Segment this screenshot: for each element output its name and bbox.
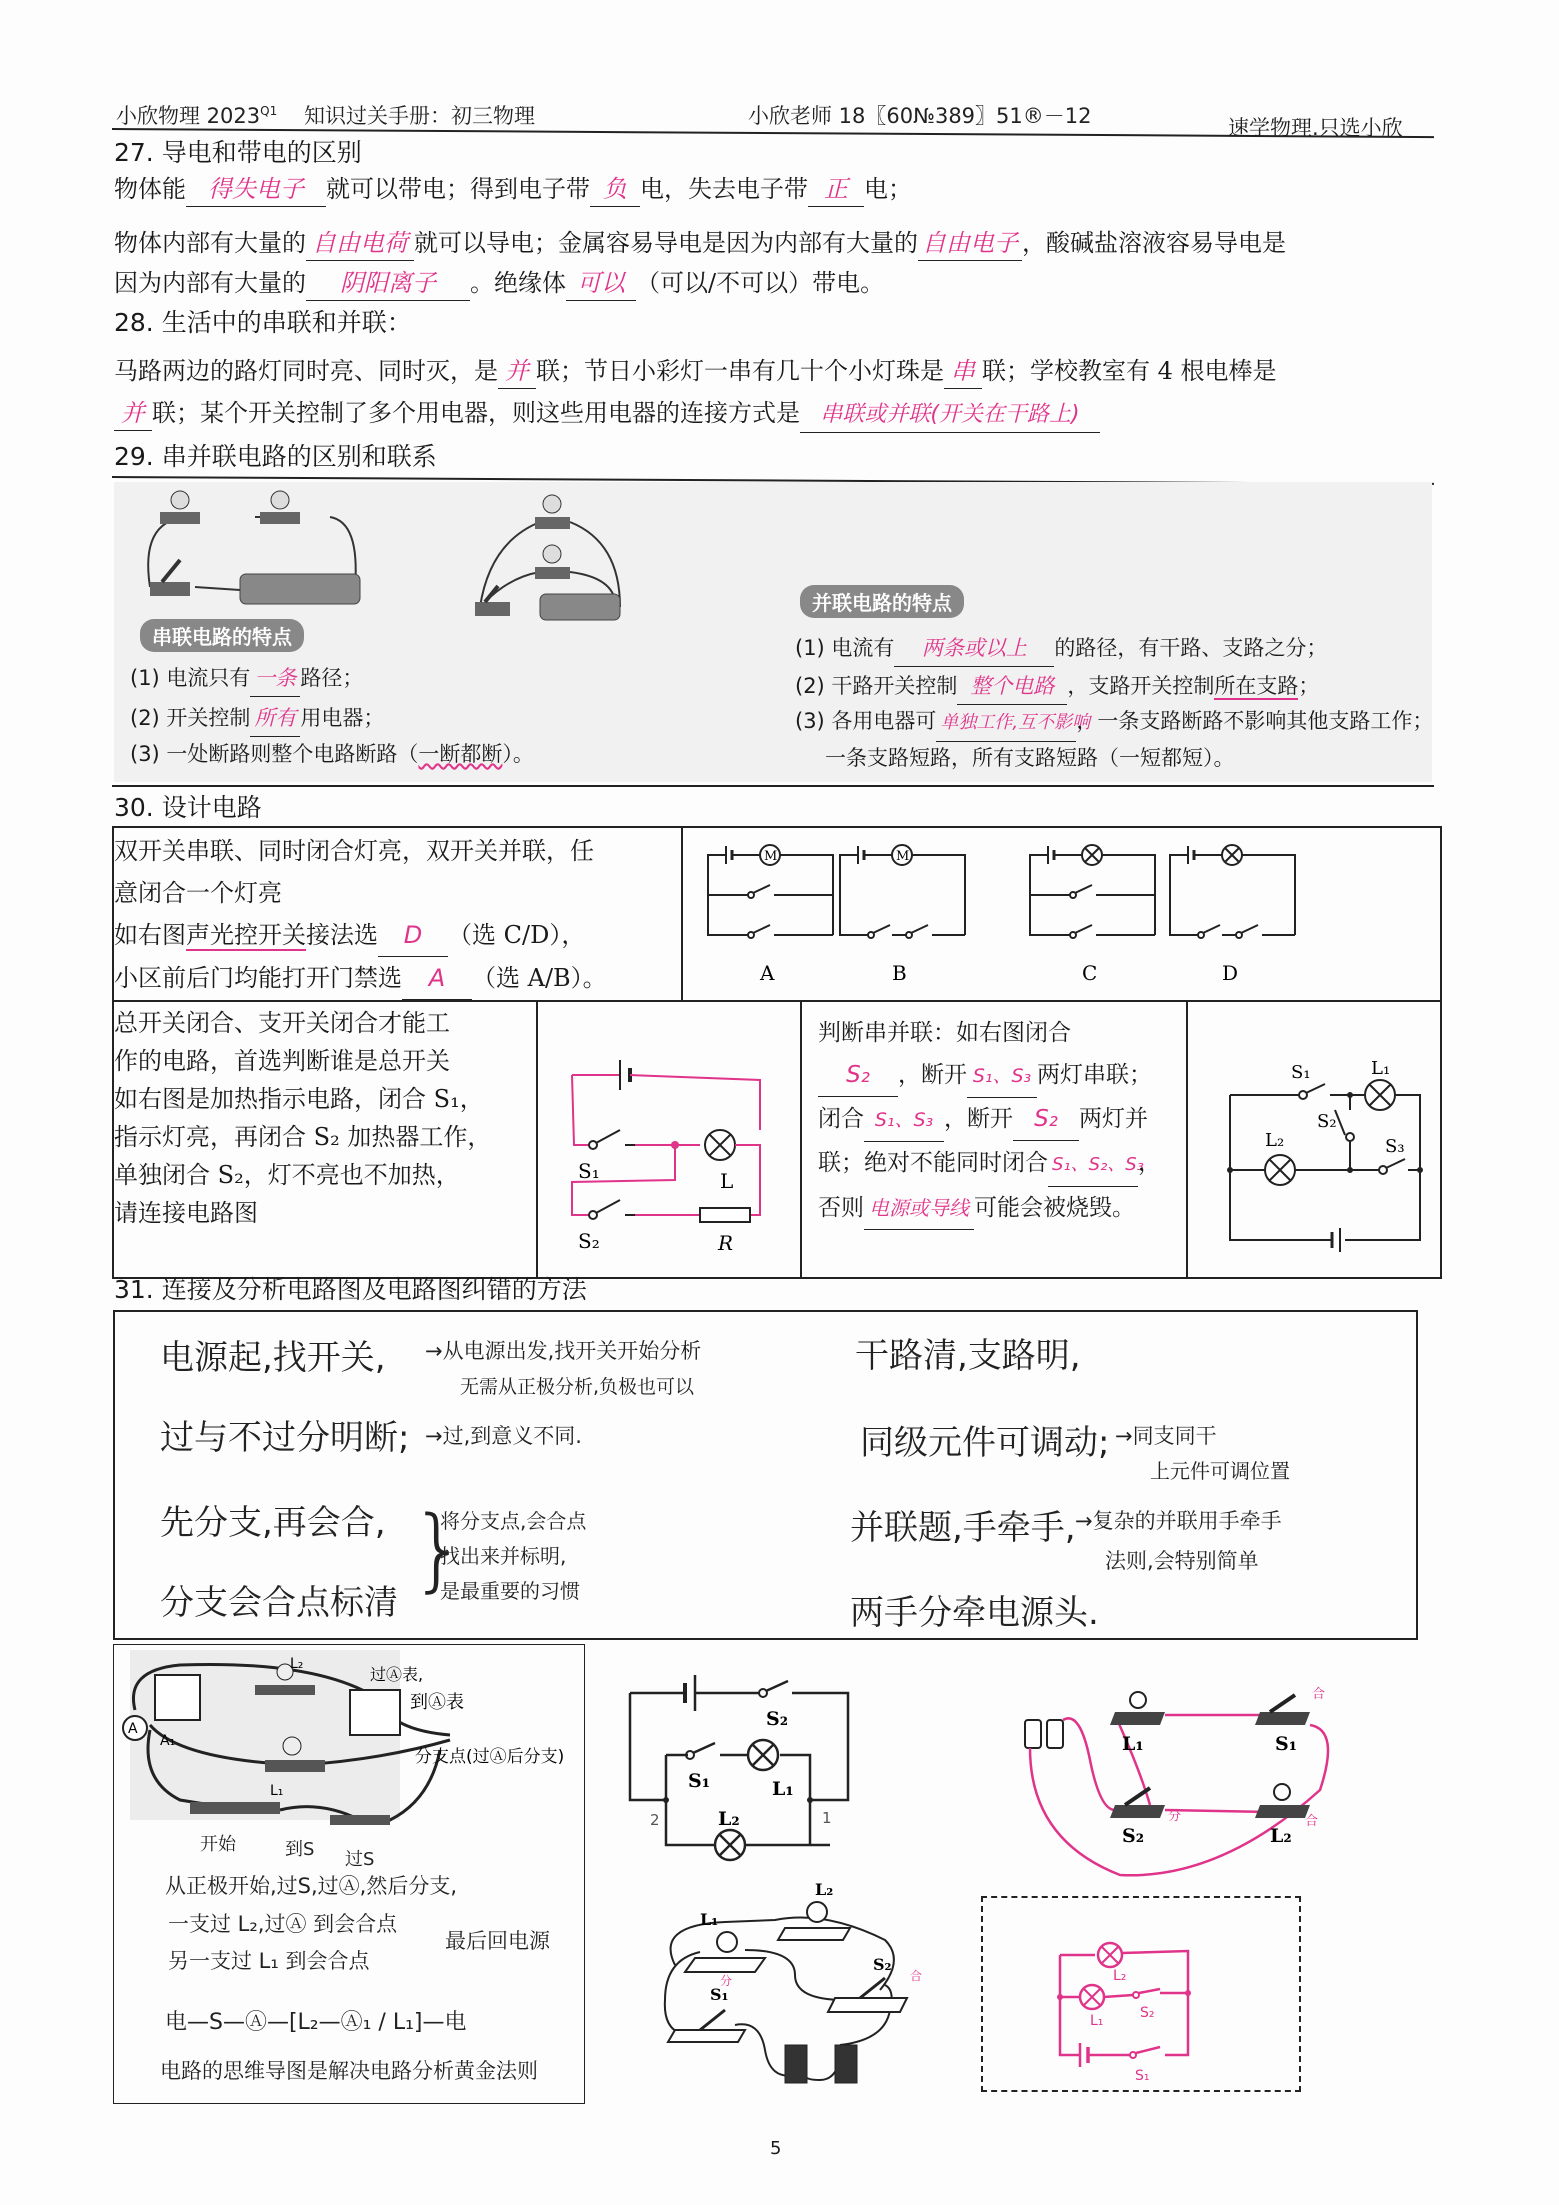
motor-label: M [764,849,778,864]
answer: 整个电路 [970,674,1055,698]
text: 物体能 [114,175,186,203]
answer: 所有 [254,706,297,730]
answer: 一条 [254,666,297,690]
text: 否则 [818,1195,864,1221]
circuit-pictorial-c [645,1880,935,2080]
mnemonic-8: 两手分牵电源头. [850,1593,1099,1633]
mnemonic-4-note2: 是最重要的习惯 [440,1579,580,1603]
circuit-diagram-d-answer [1055,1935,1235,2085]
label-s2: S₂ [1140,2005,1155,2021]
parallel-circuit-photo [470,482,670,632]
label-s1: S₁ [1135,2068,1150,2084]
wire [912,855,965,935]
s30-row2-left-line: 指示灯亮，再闭合 S₂ 加热器工作， [114,1123,492,1151]
wire [1170,855,1188,900]
emphasis: 声光控开关 [186,921,306,949]
header-right: 速学物理.只选小欣 [1228,116,1403,140]
series-features-tag: 串联电路的特点 [140,619,304,652]
s30-row2-mid [818,1012,1161,1230]
answer: 两条或以上 [921,636,1027,660]
header-brand [116,100,277,130]
sketch-golden-rule: 电路的思维导图是解决电路分析黄金法则 [160,2059,538,2083]
text: 就可以导电；金属容易导电是因为内部有大量的 [414,229,918,257]
text: （选 A/B）。 [472,964,607,992]
mnemonic-7: 并联题,手牵手, [850,1508,1076,1548]
label-s1: S₁ [1291,1062,1311,1083]
label-s1: S₁ [578,1159,600,1183]
s27-line3 [114,266,884,301]
series-circuit-photo [140,482,380,602]
series-item-2 [130,700,384,737]
s30-col-divider-1 [681,826,683,1000]
text: 就可以带电；得到电子带 [326,175,590,203]
text: ，一条支路断路不影响其他支路工作； [1076,709,1434,733]
s27-line2 [114,226,1286,261]
text: ，断开 [898,1062,967,1088]
heater-circuit [560,1050,780,1260]
text: 接法选 [306,921,378,949]
label-l2: L₂ [290,1656,304,1672]
wire [1030,895,1070,935]
option-label: A [760,961,775,985]
text: 路径； [300,666,364,690]
hw-close: 合 [910,1969,923,1983]
text: 意闭合一个灯亮 [114,879,282,907]
section-29-title: 29. 串并联电路的区别和联系 [114,442,437,471]
sketch-start: 开始 [200,1834,236,1855]
answer: 阴阳离子 [340,269,436,297]
switch-lever [873,925,890,933]
answer: 正 [824,175,848,203]
answer: 串联或并联(开关在干路上) [820,402,1080,427]
parallel-item-2 [795,668,1319,705]
text: ； [1298,674,1320,698]
mnemonic-1-note2: 无需从正极分析,负极也可以 [460,1376,695,1398]
sketch-chain: 电—S—Ⓐ—[L₂—Ⓐ₁ / L₁]—电 [165,2010,467,2035]
label-l1: L₁ [1122,1733,1144,1755]
series-item-1 [130,660,363,697]
text: ，酸碱盐溶液容易导电是 [1022,229,1286,257]
text: (3) 各用电器可 [795,709,937,733]
text: 。绝缘体 [470,269,566,297]
text: ）。 [502,742,534,766]
text: 闭合 [818,1106,864,1132]
sketch-path-3: 另一支过 L₁ 到会合点 [168,1949,370,1973]
label-s1: S₁ [1275,1733,1298,1755]
answer: 串 [951,357,975,385]
s30-col-divider-2 [536,1000,538,1279]
label-l2: L₂ [1265,1130,1285,1151]
text: (2) 开关控制 [130,706,251,730]
note-pass-ammeter: 过Ⓐ表, [370,1665,424,1684]
abcd-circuits [700,840,1420,990]
text: 电，失去电子带 [640,175,808,203]
label-l: L [720,1169,734,1193]
answer: D [403,921,423,949]
text: 联；节日小彩灯一串有几十个小灯珠是 [536,357,944,385]
label-s2: S₂ [1122,1825,1145,1847]
answer: 并 [505,357,529,385]
switch-lever [1241,925,1258,933]
s30-row2-left-line: 如右图是加热指示电路，闭合 S₁， [114,1085,484,1113]
switch-lever [1203,925,1220,933]
s30-row2-left-line: 请连接电路图 [114,1199,258,1227]
sketch-to-s: 到S [285,1839,315,1860]
s30-row2-left-line: 单独闭合 S₂，灯不亮也不加热， [114,1161,460,1189]
option-label: C [1082,961,1098,985]
header-brand-text: 小欣物理 2023 [116,104,261,128]
label-l1: L₁ [772,1778,794,1800]
switch-lever [1075,885,1092,893]
s27-line1 [114,172,912,207]
text: 如右图 [114,921,186,949]
parallel-item-3 [795,703,1433,742]
answer: A [428,964,446,992]
emphasis: 一断都断 [418,742,503,766]
label-l1: L₁ [1090,2013,1104,2029]
text: 判断串并联：如右图闭合 [818,1020,1071,1046]
circuit-diagram-a [630,1665,870,1835]
s29-bottom-rule [112,785,1434,787]
mnemonic-3-note: 将分支点,会合点 [440,1509,587,1533]
s30-row2-left [114,1004,491,1232]
sketch-past-s: 过S [345,1849,375,1870]
answer: S₁、S₂、S₃ [1052,1154,1144,1175]
switch-lever [753,885,770,893]
text: 用电器； [300,706,385,730]
s28-line1 [114,354,1277,389]
answer: 可以 [577,269,625,297]
text: ，支路开关控制 [1067,674,1215,698]
page-number: 5 [770,2138,782,2159]
answer: S₂ [1034,1106,1058,1132]
section-31-title: 31. 连接及分析电路图及电路图纠错的方法 [114,1275,587,1304]
mnemonic-2: 过与不过分明断; [160,1418,410,1458]
wire [1242,855,1295,935]
mnemonic-7-note2: 法则,会特别简单 [1105,1549,1259,1573]
mark-1: 1 [822,1809,832,1827]
text: 因为内部有大量的 [114,269,306,297]
option-label: D [1222,961,1239,985]
label-l2: L₂ [718,1808,740,1830]
circuit-pictorial-b [1020,1687,1340,1890]
header-brand-sup: Q1 [260,104,278,118]
mnemonic-7-note: →复杂的并联用手牵手 [1075,1509,1282,1533]
label-s3: S₃ [1385,1136,1405,1157]
label-l1: L₁ [1371,1058,1391,1079]
mnemonic-3: 先分支,再会合, [160,1503,386,1543]
answer: S₁、S₃ [874,1109,934,1131]
text: 联；绝对不能同时闭合 [818,1150,1048,1176]
label-l1: L₁ [270,1783,284,1799]
text: (3) 一处断路则整个电路断路（ [130,742,419,766]
text: 联；某个开关控制了多个用电器，则这些用电器的连接方式是 [152,399,800,427]
answer: 并 [121,399,145,427]
series-item-3 [130,736,534,772]
sketch-path-2: 一支过 L₂,过Ⓐ 到会合点 [168,1912,398,1936]
answer: 自由电子 [922,229,1018,257]
sketch-path-1: 从正极开始,过S,过Ⓐ,然后分支, [165,1874,458,1898]
emphasis: 所在支路 [1214,674,1299,698]
label-s2: S₂ [1317,1111,1337,1132]
parallel-item-1 [795,630,1327,667]
text: ， [1138,1150,1161,1176]
answer: 自由电荷 [312,229,408,257]
label-s2: S₂ [766,1708,789,1730]
parallel-item-4: 一条支路短路，所有支路短路（一短都短）。 [825,746,1235,770]
s30-row2-left-line: 作的电路，首选判断谁是总开关 [114,1047,450,1075]
label-a1: A₁ [160,1733,176,1749]
parallel-features-tag: 并联电路的特点 [800,585,964,618]
hw-open: 分 [720,1974,733,1988]
note-to-ammeter: 到Ⓐ表 [410,1692,464,1713]
text: 两灯串联； [1037,1062,1152,1088]
s30-row2-left-line: 总开关闭合、支开关闭合才能工 [114,1009,450,1037]
s30-col-divider-4 [1186,1000,1188,1279]
hw-close-2: 合 [1305,1814,1319,1829]
text: 马路两边的路灯同时亮、同时灭，是 [114,357,498,385]
section-27-title: 27. 导电和带电的区别 [114,138,362,167]
wire [708,895,748,935]
mnemonic-4: 分支会合点标清 [160,1583,398,1623]
s30-row1-text [114,830,607,1000]
text: 物体内部有大量的 [114,229,306,257]
label-r: R [718,1231,734,1255]
s30-row-divider [112,1000,1442,1002]
three-switch-circuit [1225,1058,1435,1260]
hw-close-1: 合 [1312,1687,1326,1702]
mnemonic-1-note: →从电源出发,找开关开始分析 [425,1339,702,1363]
label-s2: S₂ [873,1955,892,1974]
wire [840,900,868,935]
wire [840,855,858,900]
mark-2: 2 [650,1811,660,1829]
wire [1170,900,1198,935]
s30-col-divider-3 [800,1000,802,1279]
text: ，断开 [944,1106,1013,1132]
label-s1: S₁ [688,1770,711,1792]
annotated-circuit-sketch [120,1650,580,1830]
text: 双开关串联、同时闭合灯亮，双开关并联，任 [114,837,594,865]
answer: 负 [603,175,627,203]
switch-lever [753,925,770,933]
mnemonic-1: 电源起,找开关, [160,1338,386,1378]
label-l2: L₂ [1113,1968,1127,1984]
mnemonic-6-note2: 上元件可调位置 [1150,1459,1290,1483]
label-a: A [128,1721,138,1737]
text: （可以/不可以）带电。 [636,269,885,297]
text: 两灯并 [1079,1106,1148,1132]
sketch-path-4: 最后回电源 [445,1929,550,1953]
label-l2: L₂ [815,1880,834,1899]
mnemonic-6-note: →同支同干 [1115,1424,1217,1448]
switch-lever [1075,925,1092,933]
text: (1) 电流有 [795,636,895,660]
text: (1) 电流只有 [130,666,251,690]
mnemonic-5: 干路清,支路明, [855,1336,1081,1376]
motor-label: M [896,849,910,864]
section-30-title: 30. 设计电路 [114,793,262,822]
text: 可能会被烧毁。 [974,1195,1135,1221]
section-28-title: 28. 生活中的串联和并联： [114,308,412,337]
mnemonic-6: 同级元件可调动; [860,1423,1110,1463]
note-branch-point: 分支点(过Ⓐ后分支) [415,1747,565,1767]
switch-lever [911,925,928,933]
text: （选 C/D）， [448,921,586,949]
option-label: B [892,961,907,985]
label-l2: L₂ [1270,1825,1292,1847]
header-subtitle: 知识过关手册：初三物理 [304,104,535,128]
brace: } [410,1497,468,1602]
wire [708,855,726,900]
answer: 单独工作,互不影响 [940,712,1091,733]
label-l1: L₁ [700,1910,719,1929]
answer: 电源或导线 [869,1196,969,1220]
answer: S₁、S₃ [972,1065,1032,1087]
text: 的路径，有干路、支路之分； [1054,636,1328,660]
text: (2) 干路开关控制 [795,674,958,698]
answer: 得失电子 [208,175,304,203]
mnemonic-2-note: →过,到意义不同. [425,1424,582,1448]
text: 小区前后门均能打开门禁选 [114,964,402,992]
hw-open: 分 [1168,1809,1182,1824]
answer: S₂ [846,1062,870,1088]
text: 电； [864,175,912,203]
s28-line2 [114,396,1100,433]
wire [1030,855,1048,900]
mnemonic-4-note: 找出来并标明, [440,1544,567,1568]
text: 联；学校教室有 4 根电棒是 [982,357,1277,385]
header-center: 小欣老师 18〖60№389〗51®－12 [748,104,1092,128]
label-s2: S₂ [578,1229,600,1253]
label-s1: S₁ [710,1985,729,2004]
